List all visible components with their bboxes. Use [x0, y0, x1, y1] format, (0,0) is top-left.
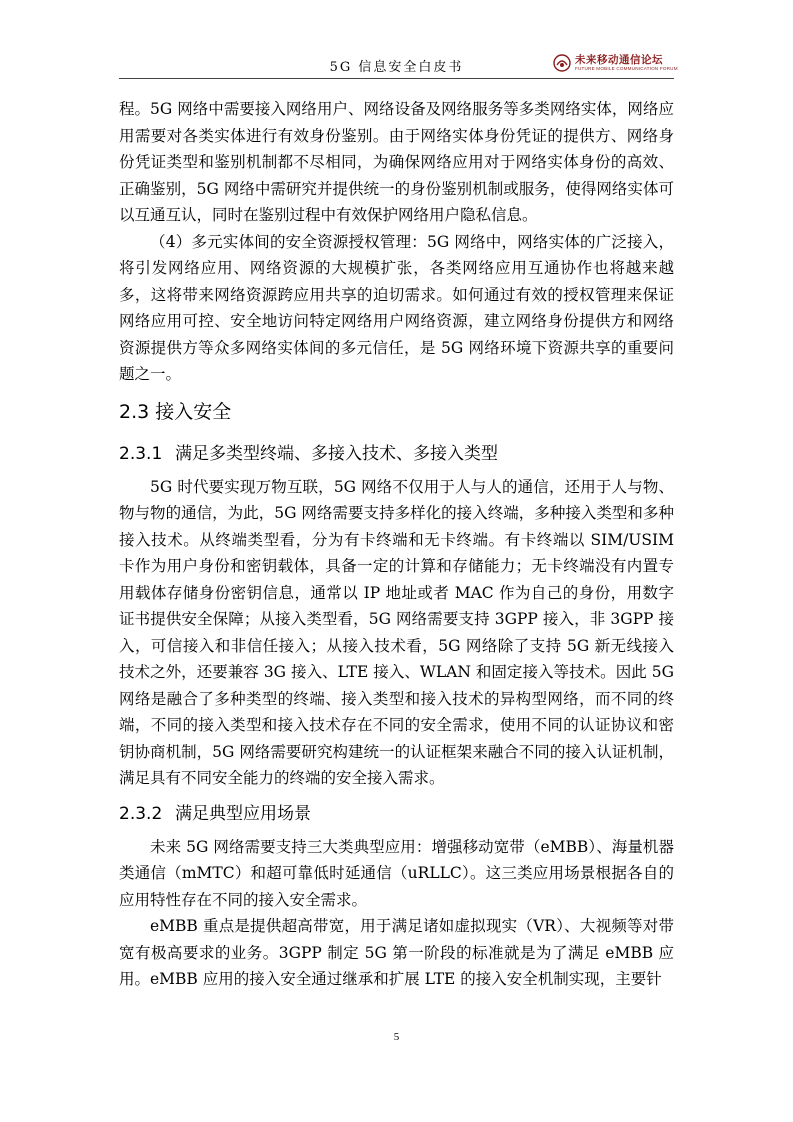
paragraph-resource-authorization: （4）多元实体间的安全资源授权管理：5G 网络中，网络实体的广泛接入，将引发网络应用、网络资源的大规模扩张，各类网络应用互通协作也将越来越多，这将带来网络资源跨应用共享的迫切需求。如何通过有效的授权管理来保证网络应用可控、安全地访问特定网络用户网络资源，建立网络身份提供方和网络资源提供方等众多网络实体间的多元信任，是 5G 网络环境下资源共享的重要问题之一。	[119, 232, 674, 383]
section-title: 满足典型应用场景	[175, 803, 311, 824]
section-number: 2.3.2	[119, 803, 163, 824]
section-number: 2.3.1	[119, 443, 163, 464]
paragraph-multi-terminal: 5G 时代要实现万物互联，5G 网络不仅用于人与人的通信，还用于人与物、物与物的通信，为此，5G 网络需要支持多样化的接入终端，多种接入类型和多种接入技术。从终端类型看，分为有卡终端和无卡终端。有卡终端以 SIM/USIM 卡作为用户身份和密钥载体，具备一定的计算和存储能力；无卡终端没有内置专用载体存储身份密钥信息，通常以 IP 地址或者 MAC 作为自己的身份，用数字证书提供安全保障；从接入类型看，5G 网络需要支持 3GPP 接入，非 3GPP 接入，可信接入和非信任接入；从接入技术看，5G 网络除了支持 5G 新无线接入技术之外，还要兼容 3G 接入、LTE 接入、WLAN 和固定接入等技术。因此 5G 网络是融合了多种类型的终端、接入类型和接入技术的异构型网络，而不同的终端，不同的接入类型和接入技术存在不同的安全需求，使用不同的认证协议和密钥协商机制，5G 网络需要研究构建统一的认证框架来融合不同的接入认证机制，满足具有不同安全能力的终端的安全接入需求。	[119, 477, 674, 787]
paragraph-continued: 程。5G 网络中需要接入网络用户、网络设备及网络服务等多类网络实体，网络应用需要对各类实体进行有效身份鉴别。由于网络实体身份凭证的提供方、网络身份凭证类型和鉴别机制都不尽相同，为确保网络应用对于网络实体身份的高效、正确鉴别，5G 网络中需研究并提供统一的身份鉴别机制或服务，使得网络实体可以互通互认，同时在鉴别过程中有效保护网络用户隐私信息。	[119, 100, 674, 224]
paragraph-embb: eMBB 重点是提供超高带宽，用于满足诸如虚拟现实（VR）、大视频等对带宽有极高要求的业务。3GPP 制定 5G 第一阶段的标准就是为了满足 eMBB 应用。eMBB 应用的接入安全通过继承和扩展 LTE 的接入安全机制实现，主要针	[119, 917, 674, 988]
section-title: 满足多类型终端、多接入技术、多接入类型	[175, 443, 498, 464]
header-title: 5G 信息安全白皮书	[329, 60, 464, 75]
logo-text-cn: 未来移动通信论坛	[575, 54, 663, 66]
section-heading-2-3: 2.3 接入安全	[119, 400, 232, 423]
logo-text-en: FUTURE MOBILE COMMUNICATION FORUM	[575, 66, 678, 71]
page-body	[119, 96, 674, 993]
section-heading-2-3-1	[119, 436, 674, 472]
page-header	[119, 52, 678, 80]
page-number: 5	[393, 1031, 400, 1043]
forum-logo-icon	[553, 54, 571, 72]
section-heading-2-3-2	[119, 796, 674, 832]
forum-logo	[553, 52, 678, 76]
header-divider	[119, 78, 674, 79]
paragraph-typical-scenarios: 未来 5G 网络需要支持三大类典型应用：增强移动宽带（eMBB）、海量机器类通信（mMTC）和超可靠低时延通信（uRLLC）。这三类应用场景根据各自的应用特性存在不同的接入安全需求。	[119, 837, 674, 909]
